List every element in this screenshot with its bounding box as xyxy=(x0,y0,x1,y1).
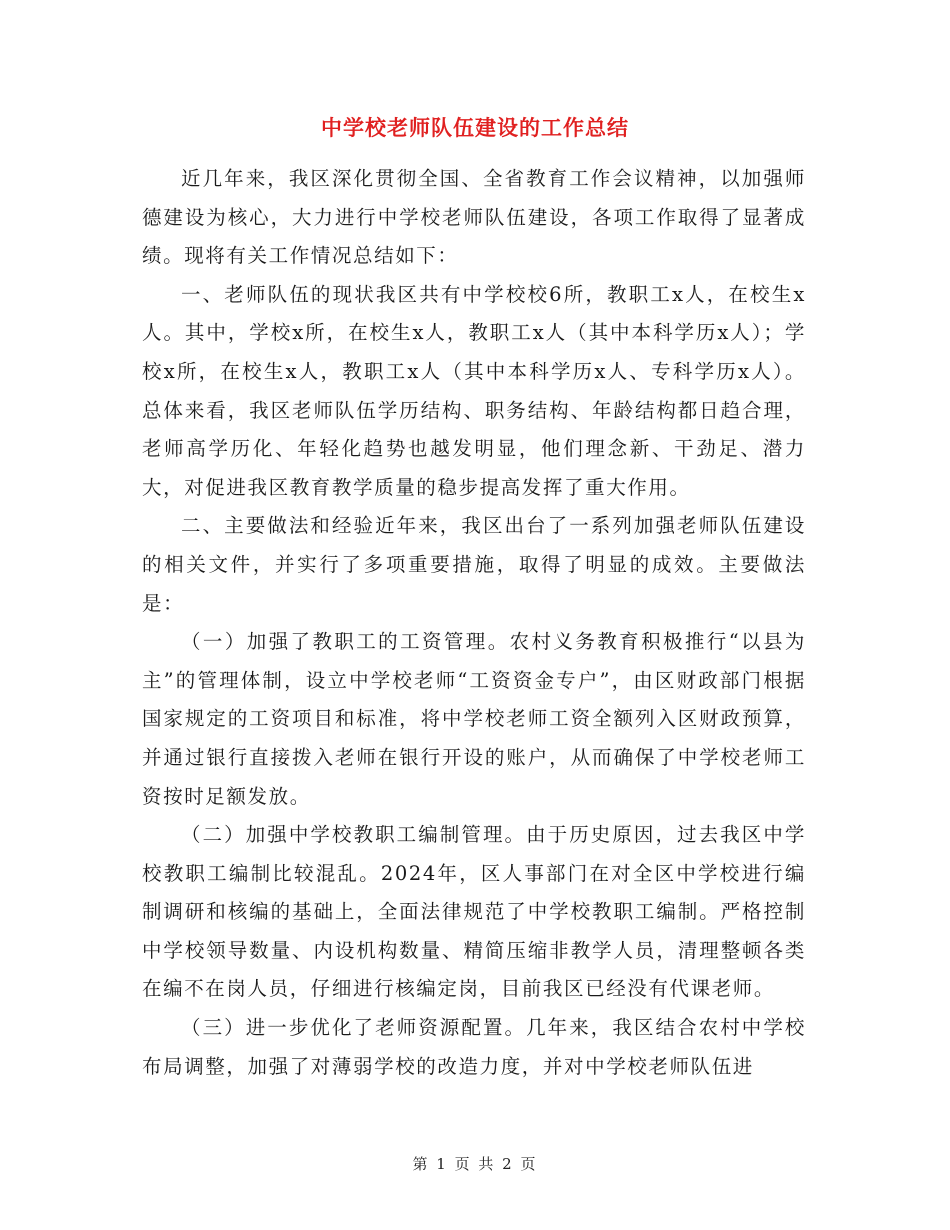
document-body xyxy=(142,160,806,1086)
paragraph-item-2: （二）加强中学校教职工编制管理。由于历史原因，过去我区中学校教职工编制比较混乱。2024年，区人事部门在对全区中学校进行编制调研和核编的基础上，全面法律规范了中学校教职工编制。严格控制中学校领导数量、内设机构数量、精简压缩非教学人员，清理整顿各类在编不在岗人员，仔细进行核编定岗，目前我区已经没有代课老师。 xyxy=(142,823,806,1001)
page-number-footer: 第 1 页 共 2 页 xyxy=(412,1155,538,1173)
paragraph-item-3: （三）进一步优化了老师资源配置。几年来，我区结合农村中学校布局调整，加强了对薄弱学校的改造力度，并对中学校老师队伍进 xyxy=(142,1016,806,1078)
document-title: 中学校老师队伍建设的工作总结 xyxy=(321,115,629,140)
paragraph-item-1: （一）加强了教职工的工资管理。农村义务教育积极推行“以县为主”的管理体制，设立中学校老师“工资资金专户”，由区财政部门根据国家规定的工资项目和标准，将中学校老师工资全额列入区财政预算，并通过银行直接拨入老师在银行开设的账户，从而确保了中学校老师工资按时足额发放。 xyxy=(142,630,806,808)
paragraph-section-1: 一、老师队伍的现状我区共有中学校校6所，教职工x人，在校生x人。其中，学校x所，在校生x人，教职工x人（其中本科学历x人）；学校x所，在校生x人，教职工x人（其中本科学历x人、专科学历x人）。总体来看，我区老师队伍学历结构、职务结构、年龄结构都日趋合理，老师高学历化、年轻化趋势也越发明显，他们理念新、干劲足、潜力大，对促进我区教育教学质量的稳步提高发挥了重大作用。 xyxy=(142,282,806,499)
paragraph-section-2: 二、主要做法和经验近年来，我区出台了一系列加强老师队伍建设的相关文件，并实行了多项重要措施，取得了明显的成效。主要做法是： xyxy=(142,514,806,615)
paragraph-intro: 近几年来，我区深化贯彻全国、全省教育工作会议精神，以加强师德建设为核心，大力进行中学校老师队伍建设，各项工作取得了显著成绩。现将有关工作情况总结如下： xyxy=(142,167,806,268)
